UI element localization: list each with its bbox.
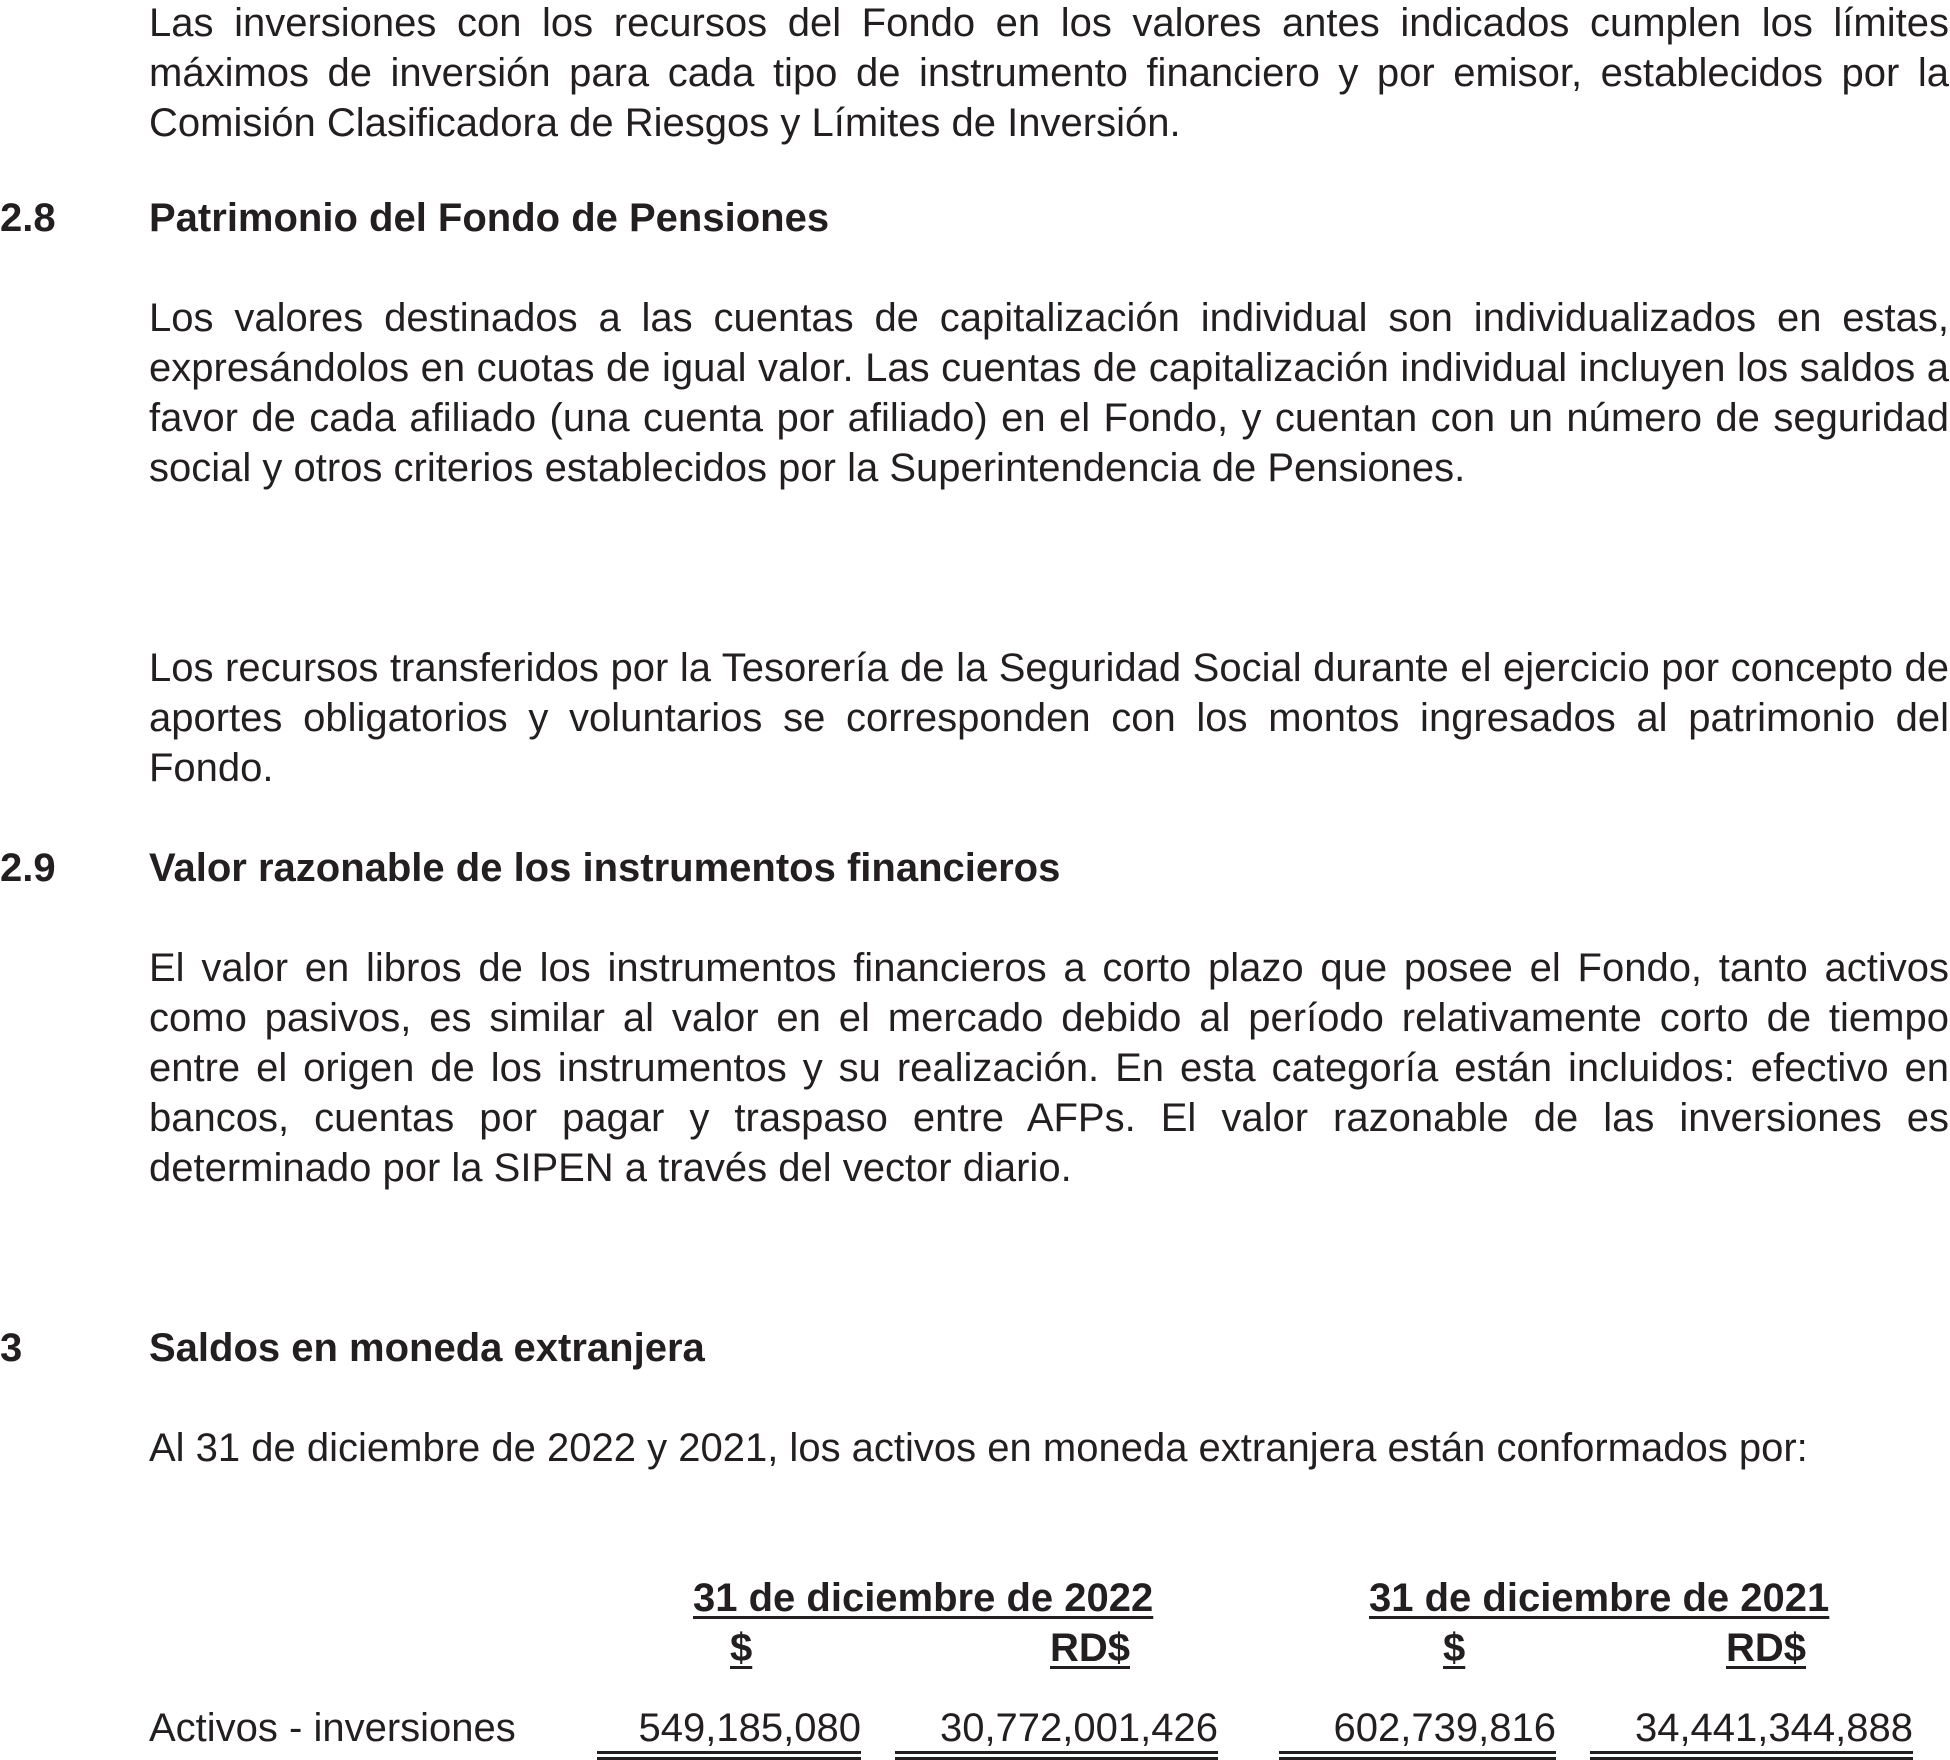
period-header-2021: 31 de diciembre de 2021 [1369,1576,1830,1620]
currency-header-usd-2022: $ [730,1626,753,1670]
currency-header-rd-2021: RD$ [1726,1626,1807,1670]
value-usd-2022: 549,185,080 [597,1703,861,1754]
section-title-2-8: Patrimonio del Fondo de Pensiones [149,196,830,240]
section-number-3: 3 [0,1326,23,1370]
intro-paragraph: Las inversiones con los recursos del Fondo en los valores antes indicados cumplen los límites máximos de inversión para cada tipo de instrumento financiero y por emisor, establecidos por la Comisión Clasificadora de Riesgos y Límites de Inversión. [149,1,1949,145]
currency-header-rd-2022: RD$ [1050,1626,1131,1670]
value-usd-2021: 602,739,816 [1279,1703,1556,1754]
section-title-3: Saldos en moneda extranjera [149,1326,705,1370]
section-2-8-paragraph-2: Los recursos transferidos por la Tesorería de la Seguridad Social durante el ejercicio por concepto de aportes obligatorios y voluntarios se corresponden con los montos ingresados al patrimonio del Fondo. [149,646,1949,790]
section-number-2-9: 2.9 [0,846,56,890]
row-label-activos-inversiones: Activos - inversiones [149,1706,516,1750]
currency-header-usd-2021: $ [1443,1626,1466,1670]
value-rd-2021: 34,441,344,888 [1590,1703,1913,1754]
section-2-8-paragraph-1: Los valores destinados a las cuentas de capitalización individual son individualizados en estas, expresándolos en cuotas de igual valor. Las cuentas de capitalización individual incluyen los saldos a favor de cada afiliado (una cuenta por afiliado) en el Fondo, y cuentan con un número de seguridad social y otros criterios establecidos por la Superintendencia de Pensiones. [149,296,1949,490]
section-3-paragraph: Al 31 de diciembre de 2022 y 2021, los activos en moneda extranjera están conformados por: [149,1426,1808,1470]
section-2-9-paragraph: El valor en libros de los instrumentos financieros a corto plazo que posee el Fondo, tanto activos como pasivos, es similar al valor en el mercado debido al período relativamente corto de tiempo entre el origen de los instrumentos y su realización. En esta categoría están incluidos: efectivo en bancos, cuentas por pagar y traspaso entre AFPs. El valor razonable de las inversiones es determinado por la SIPEN a través del vector diario. [149,946,1949,1190]
period-header-2022: 31 de diciembre de 2022 [693,1576,1154,1620]
section-number-2-8: 2.8 [0,196,56,240]
value-rd-2022: 30,772,001,426 [895,1703,1218,1754]
section-title-2-9: Valor razonable de los instrumentos financieros [149,846,1061,890]
